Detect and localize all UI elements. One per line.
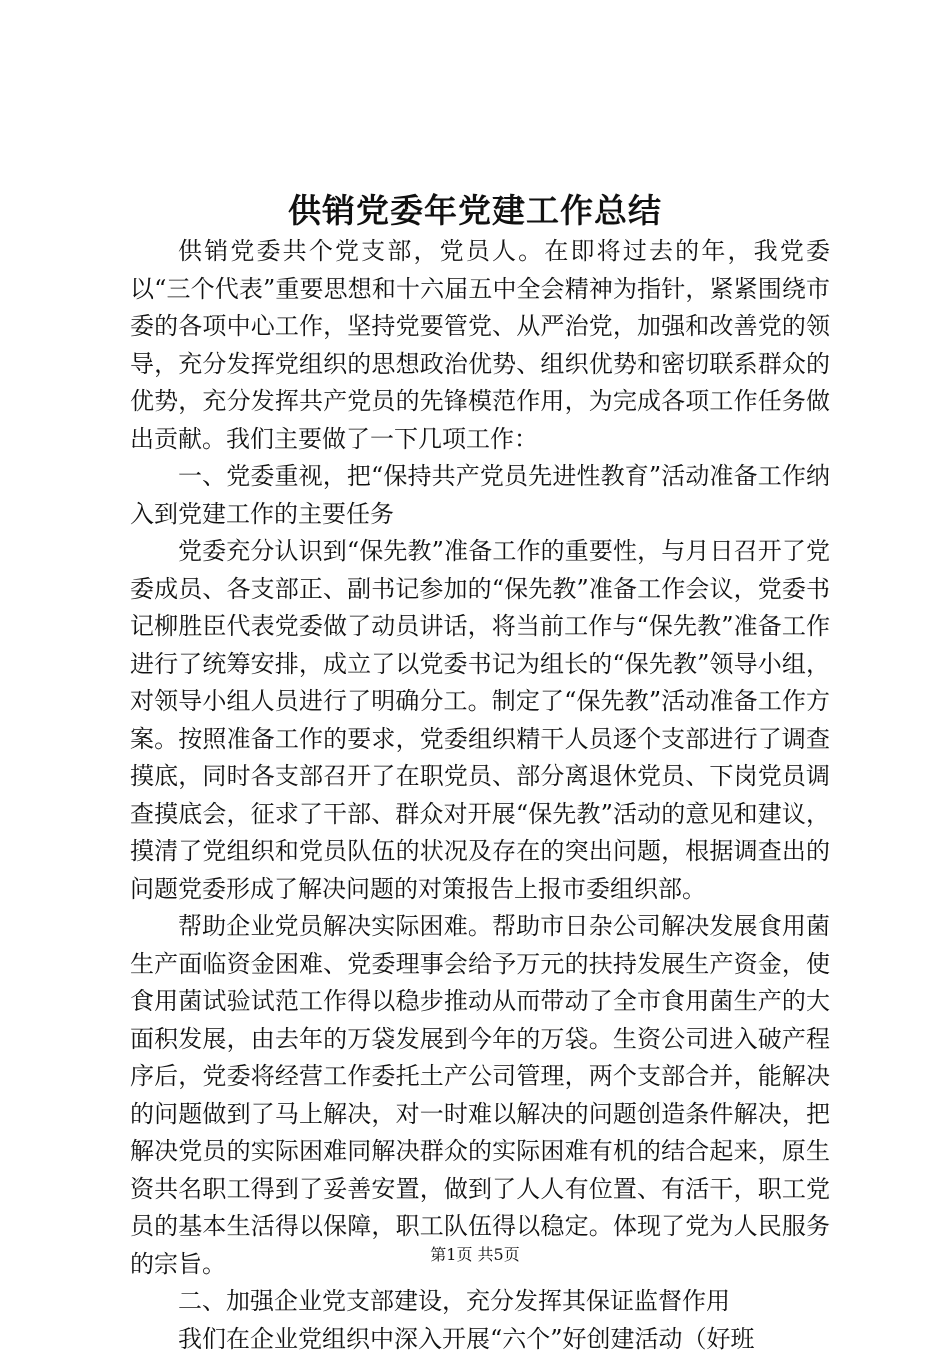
paragraph-assistance: 帮助企业党员解决实际困难。帮助市日杂公司解决发展食用菌生产面临资金困难、党委理事会给予万元的扶持发展生产资金，使食用菌试验试范工作得以稳步推动从而带动了全市食用菌生产的大面积发展，由去年的万袋发展到今年的万袋。生资公司进入破产程序后，党委将经营工作委托土产公司管理，两个支部合并，能解决的问题做到了马上解决，对一时难以解决的问题创造条件解决，把解决党员的实际困难同解决群众的实际困难有机的结合起来，原生资共名职工得到了妥善安置，做到了人人有位置、有活干，职工党员的基本生活得以保障，职工队伍得以稳定。体现了党为人民服务的宗旨。 xyxy=(130,908,830,1283)
section-heading-1: 一、党委重视，把“保持共产党员先进性教育”活动准备工作纳入到党建工作的主要任务 xyxy=(130,458,830,533)
page-number: 第1页 共5页 xyxy=(0,1244,950,1266)
paragraph-preparation: 党委充分认识到“保先教”准备工作的重要性，与月日召开了党委成员、各支部正、副书记参加的“保先教”准备工作会议，党委书记柳胜臣代表党委做了动员讲话，将当前工作与“保先教”准备工作进行了统筹安排，成立了以党委书记为组长的“保先教”领导小组，对领导小组人员进行了明确分工。制定了“保先教”活动准备工作方案。按照准备工作的要求，党委组织精干人员逐个支部进行了调查摸底，同时各支部召开了在职党员、部分离退休党员、下岗党员调查摸底会，征求了干部、群众对开展“保先教”活动的意见和建议，摸清了党组织和党员队伍的状况及存在的突出问题，根据调查出的问题党委形成了解决问题的对策报告上报市委组织部。 xyxy=(130,533,830,908)
document-title: 供销党委年党建工作总结 xyxy=(0,186,950,236)
paragraph-branch-building: 我们在企业党组织中深入开展“六个”好创建活动（好班 xyxy=(130,1321,830,1358)
section-heading-2: 二、加强企业党支部建设，充分发挥其保证监督作用 xyxy=(130,1283,830,1321)
paragraph-intro: 供销党委共个党支部，党员人。在即将过去的年，我党委以“三个代表”重要思想和十六届五中全会精神为指针，紧紧围绕市委的各项中心工作，坚持党要管党、从严治党，加强和改善党的领导，充分发挥党组织的思想政治优势、组织优势和密切联系群众的优势，充分发挥共产党员的先锋模范作用，为完成各项工作任务做出贡献。我们主要做了一下几项工作： xyxy=(130,233,830,458)
document-body xyxy=(130,233,830,1358)
